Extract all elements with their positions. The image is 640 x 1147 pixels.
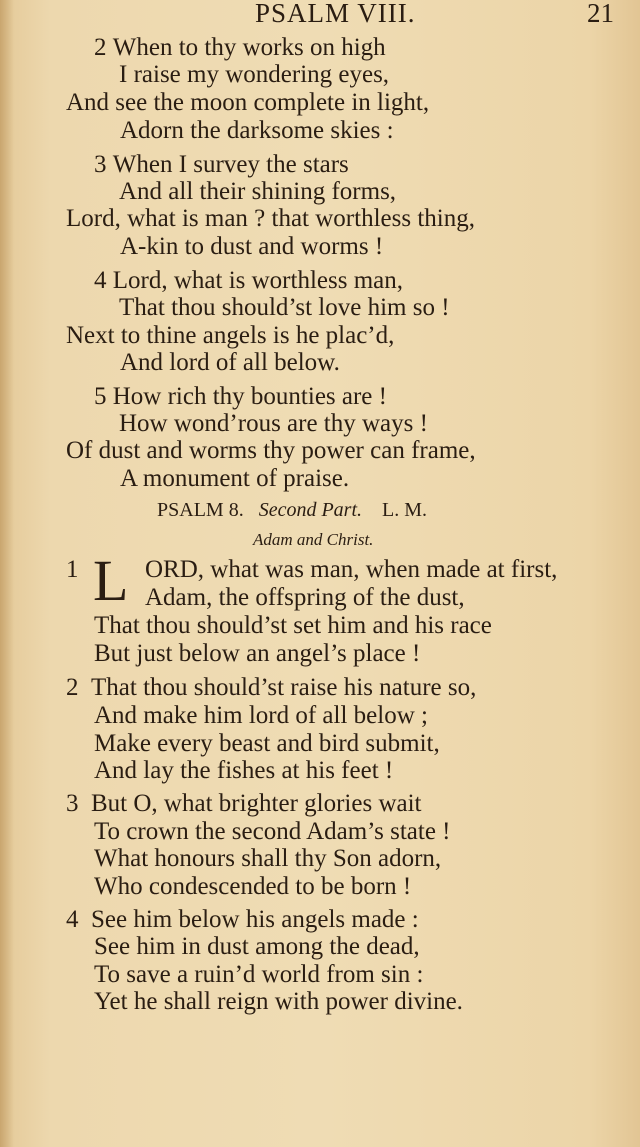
verse-line [94, 151, 349, 179]
verse-line: How wond’rous are thy ways ! [119, 410, 428, 437]
stanza-number: 3 [66, 790, 79, 817]
verse-line: Of dust and worms thy power can frame, [66, 437, 476, 464]
verse-line: And make him lord of all below ; [94, 702, 428, 729]
verse-line [66, 674, 476, 702]
section-psalm: PSALM 8. [157, 499, 244, 521]
verse-text: When to thy works on high [112, 34, 386, 61]
verse-line: Adam, the offspring of the dust, [145, 584, 465, 611]
verse-line: Make every beast and bird submit, [94, 730, 440, 757]
page-header [0, 0, 640, 30]
verse-line [94, 267, 403, 295]
verse-line: A-kin to dust and worms ! [120, 233, 384, 260]
verse-line: Lord, what is man ? that worthless thing, [66, 205, 475, 232]
verse-text: Lord, what is worthless man, [112, 267, 403, 294]
page-number: 21 [587, 0, 614, 28]
verse-line: See him in dust among the dead, [94, 933, 420, 960]
verse-line [66, 790, 422, 818]
verse-line: To save a ruin’d world from sin : [94, 961, 424, 988]
verse-text: When I survey the stars [112, 151, 349, 178]
section-subtitle: Adam and Christ. [253, 530, 374, 549]
stanza-number: 2 [94, 34, 107, 61]
verse-line: I raise my wondering eyes, [119, 61, 390, 88]
stanza-number: 4 [94, 267, 107, 294]
verse-line: But just below an angel’s place ! [94, 640, 421, 667]
stanza-number: 2 [66, 674, 79, 701]
verse-line: That thou should’st set him and his race [94, 612, 492, 639]
verse-line: Adorn the darksome skies : [120, 117, 394, 144]
stanza-number: 3 [94, 151, 107, 178]
verse-line [94, 34, 386, 62]
verse-line: That thou should’st love him so ! [119, 294, 450, 321]
verse-text: That thou should’st raise his nature so, [91, 674, 477, 701]
verse-line: What honours shall thy Son adorn, [94, 845, 442, 872]
verse-text: See him below his angels made : [91, 906, 419, 933]
running-title: PSALM VIII. [255, 0, 416, 28]
section-heading [157, 499, 427, 522]
verse-line: Yet he shall reign with power divine. [94, 988, 463, 1015]
section-meter: L. M. [382, 499, 428, 521]
verse-text: But O, what brighter glories wait [91, 790, 422, 817]
verse-line: And lord of all below. [120, 349, 340, 376]
verse-line: A monument of praise. [120, 465, 350, 492]
verse-text: How rich thy bounties are ! [112, 383, 387, 410]
section-part: Second Part. [258, 499, 363, 521]
drop-cap: L [93, 548, 129, 613]
stanza-number: 5 [94, 383, 107, 410]
page-gutter-shadow [0, 0, 14, 1147]
verse-line: And see the moon complete in light, [66, 89, 430, 116]
verse-line [94, 383, 387, 411]
verse-line: And lay the fishes at his feet ! [94, 757, 394, 784]
stanza-number: 4 [66, 906, 79, 933]
verse-line: To crown the second Adam’s state ! [94, 818, 451, 845]
stanza-number: 1 [66, 556, 79, 583]
verse-line: Next to thine angels is he plac’d, [66, 322, 395, 349]
verse-line: ORD, what was man, when made at first, [145, 556, 558, 583]
verse-line: Who condescended to be born ! [94, 873, 412, 900]
verse-line: And all their shining forms, [119, 178, 397, 205]
verse-line [66, 906, 419, 934]
